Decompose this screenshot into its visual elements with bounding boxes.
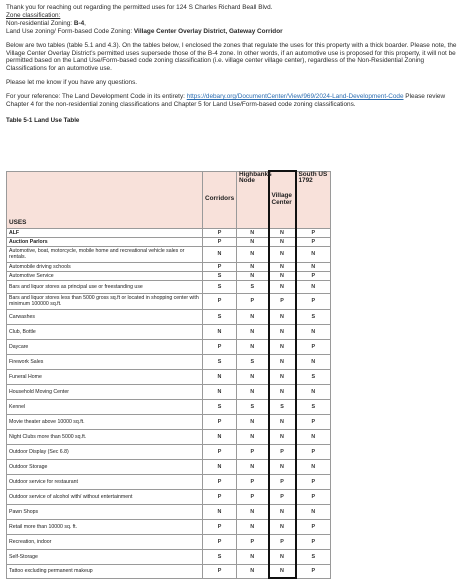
south-us-1792-cell: N	[296, 246, 331, 262]
highbanks-cell: N	[237, 459, 269, 474]
table-row	[7, 309, 331, 324]
highbanks-cell: N	[237, 339, 269, 354]
highbanks-cell: N	[237, 324, 269, 339]
table-row	[7, 549, 331, 564]
south-us-1792-cell: P	[296, 414, 331, 429]
highbanks-cell: N	[237, 237, 269, 246]
village-center-cell: N	[269, 237, 296, 246]
village-center-cell: N	[269, 309, 296, 324]
corridors-cell: P	[203, 534, 237, 549]
col-uses: USES	[7, 171, 203, 228]
table-row	[7, 228, 331, 237]
village-center-cell: N	[269, 262, 296, 271]
table-row	[7, 519, 331, 534]
use-name-cell: Carwashes	[7, 309, 203, 324]
village-center-cell: P	[269, 293, 296, 309]
south-us-1792-cell: N	[296, 459, 331, 474]
use-name-cell: Bars and liquor stores as principal use or freestanding use	[7, 280, 203, 293]
village-center-cell: N	[269, 459, 296, 474]
table-row	[7, 534, 331, 549]
table-row	[7, 293, 331, 309]
corridors-cell: N	[203, 504, 237, 519]
table-row	[7, 237, 331, 246]
reference-paragraph	[6, 93, 458, 109]
corridors-cell: S	[203, 354, 237, 369]
south-us-1792-cell: S	[296, 369, 331, 384]
corridors-cell: P	[203, 474, 237, 489]
questions-line: Please let me know if you have any questions.	[6, 79, 138, 87]
corridors-cell: P	[203, 339, 237, 354]
use-name-cell: Recreation, indoor	[7, 534, 203, 549]
village-center-cell: N	[269, 384, 296, 399]
highbanks-cell: N	[237, 271, 269, 280]
corridors-cell: P	[203, 262, 237, 271]
use-name-cell: Automotive Service	[7, 271, 203, 280]
south-us-1792-cell: N	[296, 262, 331, 271]
village-center-cell: P	[269, 444, 296, 459]
corridors-cell: P	[203, 444, 237, 459]
highbanks-cell: N	[237, 228, 269, 237]
ldc-link[interactable]: https://debary.org/DocumentCenter/View/969/2024-Land-Development-Code	[186, 93, 404, 101]
corridors-cell: S	[203, 280, 237, 293]
use-name-cell: Pawn Shops	[7, 504, 203, 519]
highbanks-cell: S	[237, 280, 269, 293]
village-center-cell: N	[269, 564, 296, 578]
village-center-cell: N	[269, 228, 296, 237]
nonres-zoning-line	[6, 20, 458, 28]
corridors-cell: N	[203, 459, 237, 474]
highbanks-cell: S	[237, 354, 269, 369]
col-corridors: Corridors	[203, 171, 237, 228]
use-name-cell: Night Clubs more than 5000 sq.ft.	[7, 429, 203, 444]
highbanks-cell: N	[237, 414, 269, 429]
land-use-table	[6, 170, 331, 579]
use-name-cell: Self-Storage	[7, 549, 203, 564]
south-us-1792-cell: P	[296, 489, 331, 504]
south-us-1792-cell: P	[296, 339, 331, 354]
highbanks-cell: N	[237, 262, 269, 271]
table-row	[7, 369, 331, 384]
use-name-cell: Club, Bottle	[7, 324, 203, 339]
south-us-1792-cell: N	[296, 280, 331, 293]
use-name-cell: Retail more than 10000 sq. ft.	[7, 519, 203, 534]
south-us-1792-cell: S	[296, 309, 331, 324]
south-us-1792-cell: P	[296, 228, 331, 237]
col-south-us-1792: South US 1792	[296, 171, 331, 228]
table-row	[7, 444, 331, 459]
use-name-cell: Firework Sales	[7, 354, 203, 369]
highbanks-cell: N	[237, 504, 269, 519]
col-village-center: Village Center	[269, 171, 296, 228]
reference-intro: For your reference: The Land Development Code in its entirety:	[6, 93, 187, 101]
village-center-cell: N	[269, 369, 296, 384]
highbanks-cell: N	[237, 564, 269, 578]
village-center-cell: N	[269, 504, 296, 519]
table-row	[7, 324, 331, 339]
highbanks-cell: N	[237, 549, 269, 564]
use-name-cell: Funeral Home	[7, 369, 203, 384]
tables-explanation: Below are two tables (table 5.1 and 4.3). On the tables below, I enclosed the zones that regulate the uses for this property with a thick boarder. Please note, the Village Center Overlay District’s permitted uses supersede those of the B-4 zone. In other words, if an automotive use is proposed for this property, it will not be permitted based on the Land Use/Form-based code zoning classification (i.e. village center village center), regardless of the Non-Residential Zoning Classifications for an automotive use.	[6, 41, 457, 73]
corridors-cell: N	[203, 246, 237, 262]
table-row	[7, 280, 331, 293]
south-us-1792-cell: N	[296, 504, 331, 519]
table-row	[7, 474, 331, 489]
village-center-cell: P	[269, 489, 296, 504]
table-row	[7, 459, 331, 474]
highbanks-cell: P	[237, 293, 269, 309]
nonres-label: Non-residential Zoning:	[6, 19, 74, 27]
village-center-cell: S	[269, 399, 296, 414]
table-row	[7, 489, 331, 504]
south-us-1792-cell: P	[296, 564, 331, 578]
village-center-cell: N	[269, 429, 296, 444]
table-row	[7, 504, 331, 519]
village-center-cell: N	[269, 271, 296, 280]
village-center-cell: N	[269, 280, 296, 293]
nonres-end: ,	[84, 19, 86, 27]
south-us-1792-cell: S	[296, 399, 331, 414]
south-us-1792-cell: P	[296, 293, 331, 309]
use-name-cell: Auction Parlors	[7, 237, 203, 246]
south-us-1792-cell: N	[296, 324, 331, 339]
highbanks-cell: N	[237, 309, 269, 324]
highbanks-cell: P	[237, 474, 269, 489]
use-name-cell: Tattoo excluding permanent makeup	[7, 564, 203, 578]
col-highbanks: Highbanks Node	[237, 171, 269, 228]
highbanks-cell: N	[237, 369, 269, 384]
south-us-1792-cell: S	[296, 549, 331, 564]
landuse-value: Village Center Overlay District, Gateway Corridor	[133, 27, 283, 35]
highbanks-cell: N	[237, 429, 269, 444]
table-row	[7, 339, 331, 354]
use-name-cell: Automobile driving schools	[7, 262, 203, 271]
use-name-cell: ALF	[7, 228, 203, 237]
village-center-cell: N	[269, 354, 296, 369]
south-us-1792-cell: N	[296, 354, 331, 369]
table-row	[7, 564, 331, 578]
nonres-value: B-4	[73, 19, 85, 27]
village-center-cell: N	[269, 339, 296, 354]
use-name-cell: Kennel	[7, 399, 203, 414]
highbanks-cell: N	[237, 384, 269, 399]
corridors-cell: P	[203, 414, 237, 429]
table-header-row	[7, 171, 331, 228]
village-center-cell: N	[269, 414, 296, 429]
corridors-cell: N	[203, 324, 237, 339]
village-center-cell: N	[269, 519, 296, 534]
highbanks-cell: P	[237, 444, 269, 459]
use-name-cell: Automotive, boat, motorcycle, mobile home and recreational vehicle sales or rentals.	[7, 246, 203, 262]
table-row	[7, 399, 331, 414]
landuse-zoning-line	[6, 28, 458, 36]
village-center-cell: P	[269, 474, 296, 489]
highbanks-cell: N	[237, 246, 269, 262]
table-row	[7, 271, 331, 280]
highbanks-cell: S	[237, 399, 269, 414]
use-name-cell: Outdoor service of alcohol with/ without entertainment	[7, 489, 203, 504]
south-us-1792-cell: N	[296, 429, 331, 444]
table-row	[7, 384, 331, 399]
village-center-cell: N	[269, 246, 296, 262]
use-name-cell: Movie theater above 10000 sq.ft.	[7, 414, 203, 429]
table-row	[7, 354, 331, 369]
corridors-cell: P	[203, 237, 237, 246]
use-name-cell: Bars and liquor stores less than 5000 gross sq.ft or located in shopping center with minimum 100000 sq.ft.	[7, 293, 203, 309]
landuse-label: Land Use zoning/ Form-based Code Zoning:	[6, 27, 134, 35]
highbanks-cell: P	[237, 489, 269, 504]
use-name-cell: Outdoor service for restaurant	[7, 474, 203, 489]
village-center-cell: P	[269, 534, 296, 549]
south-us-1792-cell: P	[296, 474, 331, 489]
south-us-1792-cell: P	[296, 444, 331, 459]
table-row	[7, 414, 331, 429]
south-us-1792-cell: P	[296, 534, 331, 549]
south-us-1792-cell: N	[296, 384, 331, 399]
use-name-cell: Daycare	[7, 339, 203, 354]
highbanks-cell: N	[237, 519, 269, 534]
corridors-cell: S	[203, 549, 237, 564]
south-us-1792-cell: P	[296, 237, 331, 246]
corridors-cell: P	[203, 564, 237, 578]
table-row	[7, 246, 331, 262]
corridors-cell: N	[203, 384, 237, 399]
village-center-cell: N	[269, 549, 296, 564]
south-us-1792-cell: P	[296, 271, 331, 280]
table-row	[7, 429, 331, 444]
corridors-cell: P	[203, 293, 237, 309]
corridors-cell: P	[203, 519, 237, 534]
south-us-1792-cell: P	[296, 519, 331, 534]
corridors-cell: S	[203, 399, 237, 414]
use-name-cell: Outdoor Display (Sec 6.8)	[7, 444, 203, 459]
corridors-cell: P	[203, 489, 237, 504]
corridors-cell: N	[203, 369, 237, 384]
email-body	[6, 4, 458, 124]
highbanks-cell: P	[237, 534, 269, 549]
table-body	[7, 228, 331, 578]
reference-after: Please review Chapter 4 for the non-residential zoning classifications and Chapter 5 for Land Use/Form-based code zoning classifications.	[6, 93, 446, 109]
intro-line: Thank you for reaching out regarding the permitted uses for 124 S Charles Richard Beall Blvd.	[6, 4, 273, 11]
use-name-cell: Household Moving Center	[7, 384, 203, 399]
zone-classification-heading: Zone classification:	[6, 11, 61, 19]
corridors-cell: S	[203, 309, 237, 324]
table-row	[7, 262, 331, 271]
table-title: Table 5-1 Land Use Table	[6, 116, 80, 124]
village-center-cell: N	[269, 324, 296, 339]
use-name-cell: Outdoor Storage	[7, 459, 203, 474]
corridors-cell: N	[203, 429, 237, 444]
corridors-cell: S	[203, 271, 237, 280]
corridors-cell: P	[203, 228, 237, 237]
